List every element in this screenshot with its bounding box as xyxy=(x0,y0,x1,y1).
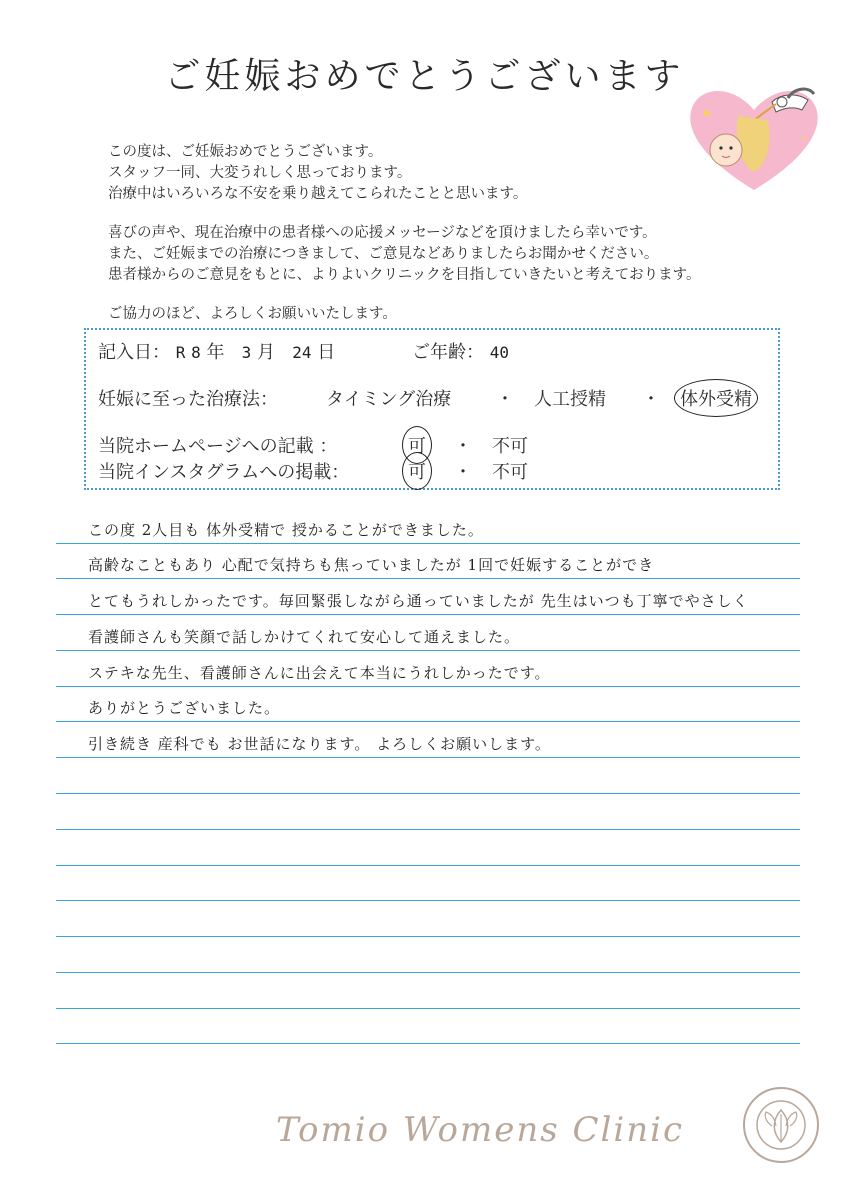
treatment-option-ivf-selected xyxy=(680,385,752,411)
date-label: 記入日： xyxy=(98,342,170,363)
era-value: R xyxy=(175,343,186,362)
treatment-selected-circle: 体外受精 xyxy=(680,385,752,411)
ruled-line xyxy=(56,614,800,615)
intro-line: 患者様からのご意見をもとに、よりよいクリニックを目指していきたいと考えております。 xyxy=(108,267,701,283)
instagram-permit-circle: 可 xyxy=(408,458,426,484)
message-line: 看護師さんも笑顔で話しかけてくれて安心して通えました。 xyxy=(88,628,521,646)
instagram-deny: 不可 xyxy=(492,462,528,483)
homepage-permit-circle: 可 xyxy=(408,432,426,458)
age-label: ご年齢： xyxy=(412,342,484,363)
page-title: ご妊娠おめでとうございます xyxy=(164,56,685,97)
instagram-label: 当院インスタグラムへの掲載： xyxy=(98,462,350,483)
message-line: 高齢なこともあり 心配で気持ちも焦っていましたが 1回で妊娠することができ xyxy=(88,556,655,574)
ruled-line xyxy=(56,936,800,937)
ruled-line xyxy=(56,1043,800,1044)
intro-line: 治療中はいろいろな不安を乗り越えてこられたことと思います。 xyxy=(108,186,528,202)
message-line: 引き続き 産科でも お世話になります。 よろしくお願いします。 xyxy=(88,735,551,753)
separator: ・ xyxy=(496,389,514,410)
message-line: とてもうれしかったです。毎回緊張しながら通っていましたが 先生はいつも丁寧でやさしく xyxy=(88,592,749,610)
ruled-line xyxy=(56,757,800,758)
intro-line: また、ご妊娠までの治療につきまして、ご意見などありましたらお聞かせください。 xyxy=(108,246,659,262)
age-row xyxy=(412,338,509,364)
homepage-deny: 不可 xyxy=(492,436,528,457)
ruled-line xyxy=(56,972,800,973)
ruled-line xyxy=(56,578,800,579)
stork-baby-illustration xyxy=(684,80,824,196)
month-value: 3 xyxy=(241,343,252,362)
separator: ・ xyxy=(454,436,472,457)
clinic-seal-logo xyxy=(742,1086,820,1164)
ruled-line xyxy=(56,1008,800,1009)
ruled-line xyxy=(56,721,800,722)
age-value: 40 xyxy=(489,343,509,362)
ruled-line xyxy=(56,900,800,901)
ruled-line xyxy=(56,650,800,651)
ruled-line xyxy=(56,793,800,794)
treatment-option-iui: 人工授精 xyxy=(534,389,606,410)
ruled-line xyxy=(56,543,800,544)
separator: ・ xyxy=(642,389,660,410)
message-line: ステキな先生、看護師さんに出会えて本当にうれしかったです。 xyxy=(88,664,551,682)
year-value: 8 xyxy=(191,343,201,362)
intro-line: スタッフ一同、大変うれしく思っております。 xyxy=(108,165,412,181)
ruled-line xyxy=(56,865,800,866)
instagram-permit-selected xyxy=(408,458,426,484)
ruled-line xyxy=(56,686,800,687)
month-unit: 月 xyxy=(257,342,276,363)
intro-line: この度は、ご妊娠おめでとうございます。 xyxy=(108,144,383,160)
year-unit: 年 xyxy=(206,342,225,363)
date-row xyxy=(98,338,335,364)
intro-closing: ご協力のほど、よろしくお願いいたします。 xyxy=(108,306,397,322)
message-line: この度 2人目も 体外受精で 授かることができました。 xyxy=(88,521,484,539)
treatment-option-timing: タイミング治療 xyxy=(326,389,452,410)
day-unit: 日 xyxy=(317,342,336,363)
day-value: 24 xyxy=(292,343,312,362)
message-line: ありがとうございました。 xyxy=(88,699,281,717)
treatment-label: 妊娠に至った治療法： xyxy=(98,389,278,410)
separator: ・ xyxy=(454,462,472,483)
intro-text xyxy=(108,142,700,325)
intro-line: 喜びの声や、現在治療中の患者様への応援メッセージなどを頂けましたら幸いです。 xyxy=(108,225,657,241)
clinic-logo-text: Tomio Womens Clinic xyxy=(276,1110,685,1150)
ruled-line xyxy=(56,829,800,830)
homepage-label: 当院ホームページへの記載 ： xyxy=(98,436,338,457)
